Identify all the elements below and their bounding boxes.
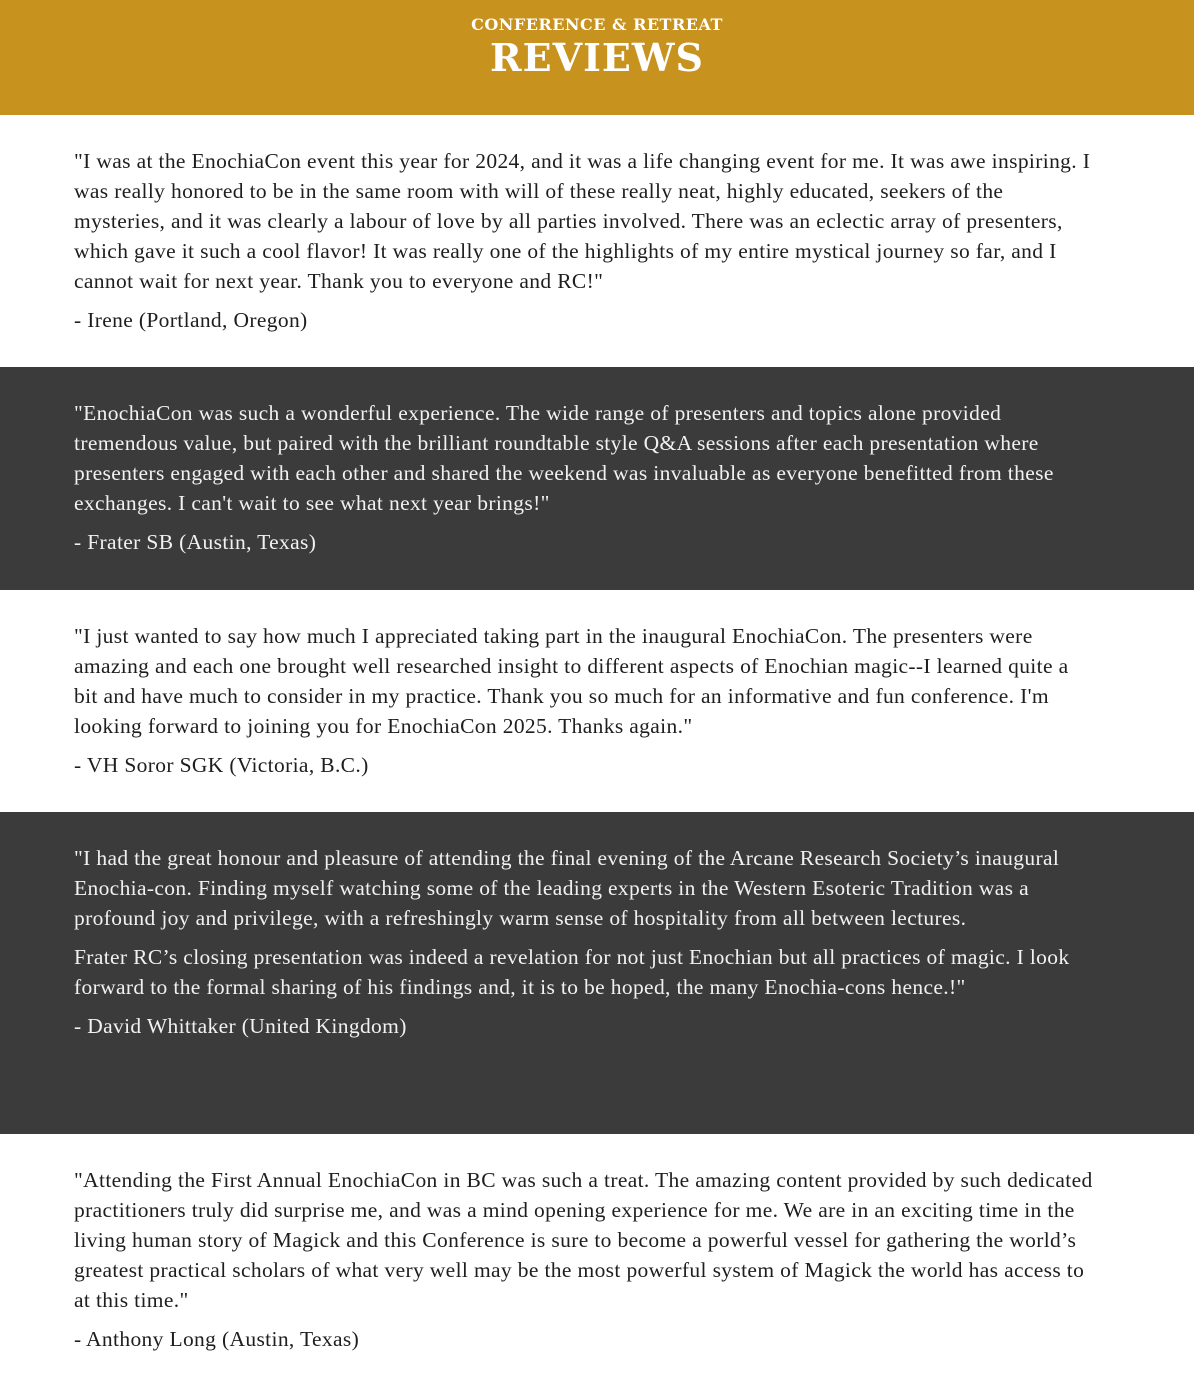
review-card-david-whittaker — [0, 812, 1194, 1134]
page-title: REVIEWS — [490, 35, 704, 80]
review-card-frater-sb — [0, 367, 1194, 590]
header-eyebrow: CONFERENCE & RETREAT — [471, 15, 723, 34]
review-author: - Frater SB (Austin, Texas) — [74, 530, 317, 554]
review-text: "Attending the First Annual EnochiaCon in BC was such a treat. The amazing content provided by such dedicated practitioners truly did surprise me, and was a mind opening experience for me. We are in an exciting time in the living human story of Magick and this Conference is sure to become a powerful vessel for gathering the world’s greatest practical scholars of what very well may be the most powerful system of Magick the world has access to at this time." — [74, 1168, 1093, 1312]
reviews-header — [0, 0, 1194, 115]
review-text: "I was at the EnochiaCon event this year for 2024, and it was a life changing event for me. It was awe inspiring. I was really honored to be in the same room with will of these really neat, highly educated, seekers of the mysteries, and it was clearly a labour of love by all parties involved. There was an eclectic array of presenters, which gave it such a cool flavor! It was really one of the highlights of my entire mystical journey so far, and I cannot wait for next year. Thank you to everyone and RC!" — [74, 149, 1091, 293]
review-card-vh-soror-sgk — [0, 590, 1194, 812]
review-text: "EnochiaCon was such a wonderful experience. The wide range of presenters and topics alone provided tremendous value, but paired with the brilliant roundtable style Q&A sessions after each presentation where presenters engaged with each other and shared the weekend was invaluable as everyone benefitted from these exchanges. I can't wait to see what next year brings!" — [74, 401, 1054, 515]
review-author: - David Whittaker (United Kingdom) — [74, 1014, 407, 1038]
review-text-continued: Frater RC’s closing presentation was indeed a revelation for not just Enochian but all practices of magic. I look forward to the formal sharing of his findings and, it is to be hoped, the many Enochia-cons hence.!" — [74, 945, 1070, 999]
review-author: - VH Soror SGK (Victoria, B.C.) — [74, 753, 369, 777]
review-card-anthony-long — [0, 1134, 1194, 1392]
review-author: - Irene (Portland, Oregon) — [74, 308, 308, 332]
review-card-irene — [0, 115, 1194, 367]
review-author: - Anthony Long (Austin, Texas) — [74, 1327, 360, 1351]
review-text: "I had the great honour and pleasure of attending the final evening of the Arcane Research Society’s inaugural Enochia-con. Finding myself watching some of the leading experts in the Western Esoteric Tradition was a profound joy and privilege, with a refreshingly warm sense of hospitality from all between lectures. — [74, 846, 1060, 930]
review-text: "I just wanted to say how much I appreciated taking part in the inaugural EnochiaCon. The presenters were amazing and each one brought well researched insight to different aspects of Enochian magic--I learned quite a bit and have much to consider in my practice. Thank you so much for an informative and fun conference. I'm looking forward to joining you for EnochiaCon 2025. Thanks again." — [74, 624, 1069, 738]
